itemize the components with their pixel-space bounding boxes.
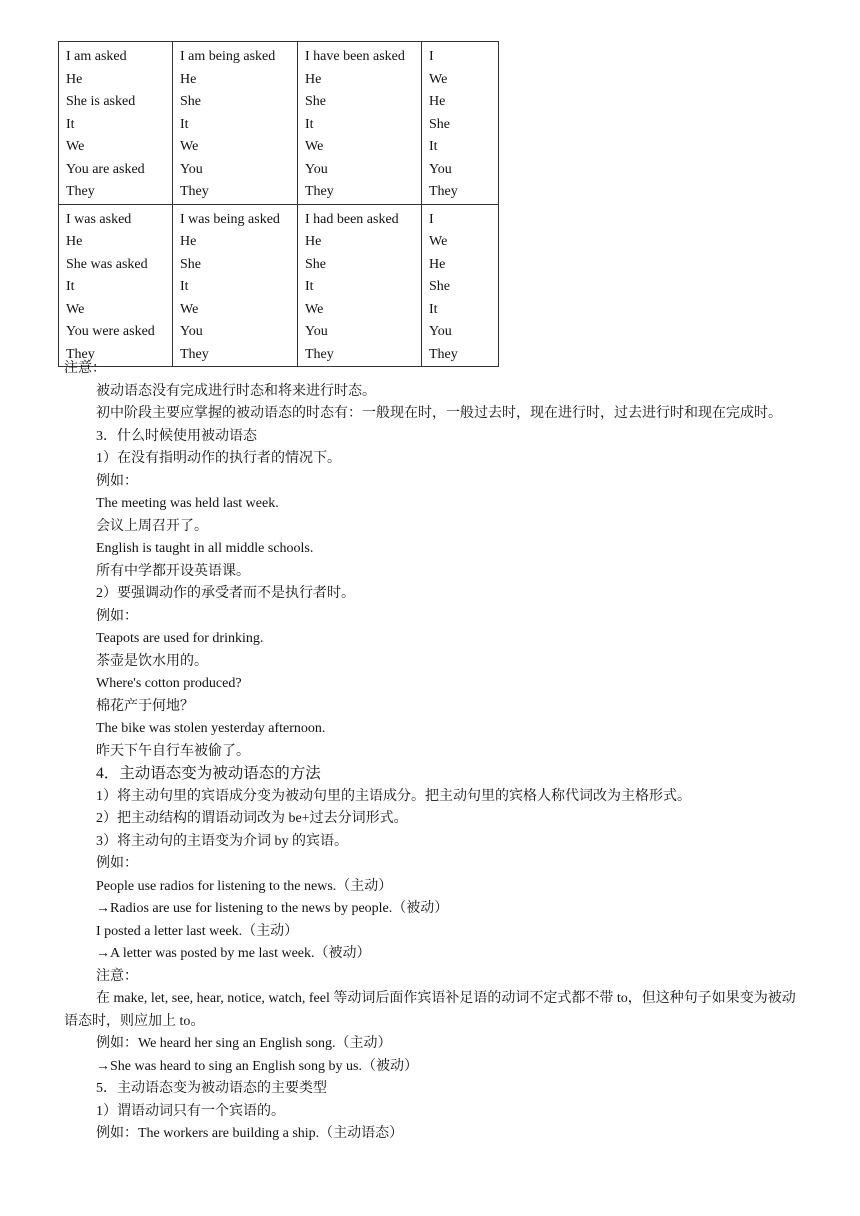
text-line: English is taught in all middle schools. bbox=[96, 541, 314, 556]
cell-line: You bbox=[429, 324, 452, 339]
cell-line: It bbox=[180, 279, 189, 294]
cell-line: We bbox=[66, 301, 85, 317]
cell-line: I am being asked bbox=[180, 49, 276, 64]
cell-line: She bbox=[305, 94, 326, 109]
cell-line: I was being asked bbox=[180, 211, 280, 227]
text-line: 3）将主动句的主语变为介词 by 的宾语。 bbox=[96, 833, 348, 849]
cell-line: He bbox=[429, 256, 446, 272]
cell-line: It bbox=[180, 116, 189, 132]
cell-line: You bbox=[305, 161, 328, 177]
text-line: 棉花产于何地？ bbox=[96, 698, 194, 714]
text-line: 3．什么时候使用被动语态 bbox=[96, 428, 257, 444]
cell-line: She bbox=[180, 256, 201, 272]
cell-line: They bbox=[66, 184, 95, 199]
text-line: 会议上周召开了。 bbox=[96, 518, 208, 534]
cell-line: You bbox=[180, 161, 203, 177]
cell-line: She bbox=[305, 256, 326, 272]
cell-line: They bbox=[305, 184, 334, 199]
document-body bbox=[64, 358, 804, 1146]
cell-line: You bbox=[180, 324, 203, 339]
cell-line: He bbox=[180, 71, 197, 87]
text-line: 例如： bbox=[96, 608, 138, 624]
text-line: 2）把主动结构的谓语动词改为 be+过去分词形式。 bbox=[96, 811, 408, 826]
cell-line: You bbox=[429, 161, 452, 177]
section-heading: 4．主动语态变为被动语态的方法 bbox=[96, 765, 321, 782]
table-cell bbox=[59, 204, 173, 367]
cell-line: He bbox=[305, 71, 322, 87]
text-line: Where's cotton produced? bbox=[96, 676, 242, 691]
cell-line: We bbox=[66, 139, 85, 154]
cell-line: We bbox=[180, 301, 199, 317]
cell-line: You are asked bbox=[66, 161, 145, 177]
cell-line: She bbox=[429, 279, 450, 294]
cell-line: It bbox=[429, 139, 438, 154]
text-line: People use radios for listening to the news.（主动） bbox=[96, 878, 393, 894]
cell-line: He bbox=[66, 234, 83, 249]
text-line: 注意： bbox=[96, 968, 138, 984]
cell-line: They bbox=[429, 184, 458, 199]
passive-tense-table bbox=[58, 41, 499, 367]
text-line: →Radios are use for listening to the news by people.（被动） bbox=[96, 901, 449, 916]
text-line: The bike was stolen yesterday afternoon. bbox=[96, 721, 326, 736]
text-line: 昨天下午自行车被偷了。 bbox=[96, 743, 250, 759]
table-cell bbox=[173, 42, 298, 205]
cell-line: She bbox=[180, 94, 201, 109]
text-line: 1）在没有指明动作的执行者的情况下。 bbox=[96, 451, 341, 466]
text-line: I posted a letter last week.（主动） bbox=[96, 923, 299, 939]
cell-line: She bbox=[429, 116, 450, 132]
text-line: →She was heard to sing an English song by us.（被动） bbox=[96, 1058, 418, 1074]
table-cell bbox=[422, 42, 499, 205]
cell-line: They bbox=[305, 346, 334, 362]
cell-line: I had been asked bbox=[305, 211, 399, 227]
cell-line: We bbox=[180, 139, 199, 154]
tense-table-wrap bbox=[58, 41, 499, 367]
table-cell bbox=[422, 204, 499, 367]
text-line: 例如： bbox=[96, 473, 138, 489]
cell-line: It bbox=[66, 116, 75, 132]
cell-line: I have been asked bbox=[305, 49, 405, 64]
cell-line: We bbox=[429, 71, 448, 87]
text-line: →A letter was posted by me last week.（被动） bbox=[96, 946, 371, 961]
cell-line: It bbox=[305, 279, 314, 294]
cell-line: She is asked bbox=[66, 94, 136, 109]
text-line: The meeting was held last week. bbox=[96, 496, 279, 511]
cell-line: It bbox=[429, 301, 438, 317]
text-line: 例如：The workers are building a ship.（主动语态） bbox=[96, 1126, 404, 1141]
text-line: 例如： bbox=[96, 856, 138, 871]
table-cell bbox=[59, 42, 173, 205]
cell-line: We bbox=[429, 234, 448, 249]
cell-line: He bbox=[429, 94, 446, 109]
text-line: 初中阶段主要应掌握的被动语态的时态有：一般现在时，一般过去时，现在进行时，过去进行时和现在完成时。 bbox=[96, 406, 782, 421]
cell-line: He bbox=[305, 234, 322, 249]
cell-line: She was asked bbox=[66, 256, 148, 272]
cell-line: We bbox=[305, 139, 324, 154]
cell-line: He bbox=[180, 234, 197, 249]
text-line: 1）谓语动词只有一个宾语的。 bbox=[96, 1103, 285, 1119]
table-row bbox=[59, 204, 499, 367]
cell-line: It bbox=[305, 116, 314, 132]
cell-line: You bbox=[305, 324, 328, 339]
cell-line: I bbox=[429, 49, 434, 64]
cell-line: I bbox=[429, 211, 434, 227]
text-line: 1）将主动句里的宾语成分变为被动句里的主语成分。把主动句里的宾格人称代词改为主格形式。 bbox=[96, 788, 691, 804]
cell-line: I am asked bbox=[66, 49, 127, 64]
cell-line: They bbox=[66, 346, 95, 362]
table-cell bbox=[298, 204, 422, 367]
text-line: 茶壶是饮水用的。 bbox=[96, 653, 208, 669]
cell-line: They bbox=[180, 346, 209, 362]
text-line: 2）要强调动作的承受者而不是执行者时。 bbox=[96, 586, 355, 601]
cell-line: It bbox=[66, 279, 75, 294]
text-line: 注意： bbox=[64, 361, 106, 376]
table-cell bbox=[173, 204, 298, 367]
text-line: 被动语态没有完成进行时态和将来进行时态。 bbox=[96, 383, 376, 399]
text-line: 在 make, let, see, hear, notice, watch, feel 等动词后面作宾语补足语的动词不定式都不带 to，但这种句子如果变为被动语态时，则应加上 to。 bbox=[64, 991, 796, 1029]
text-line: 5．主动语态变为被动语态的主要类型 bbox=[96, 1081, 327, 1096]
table-row bbox=[59, 42, 499, 205]
cell-line: They bbox=[429, 346, 458, 362]
cell-line: He bbox=[66, 71, 83, 87]
text-line: 例如：We heard her sing an English song.（主动） bbox=[96, 1036, 392, 1051]
cell-line: They bbox=[180, 184, 209, 199]
cell-line: I was asked bbox=[66, 211, 132, 227]
cell-line: You were asked bbox=[66, 324, 155, 339]
table-cell bbox=[298, 42, 422, 205]
text-line: 所有中学都开设英语课。 bbox=[96, 563, 250, 579]
text-line: Teapots are used for drinking. bbox=[96, 631, 264, 646]
cell-line: We bbox=[305, 301, 324, 317]
